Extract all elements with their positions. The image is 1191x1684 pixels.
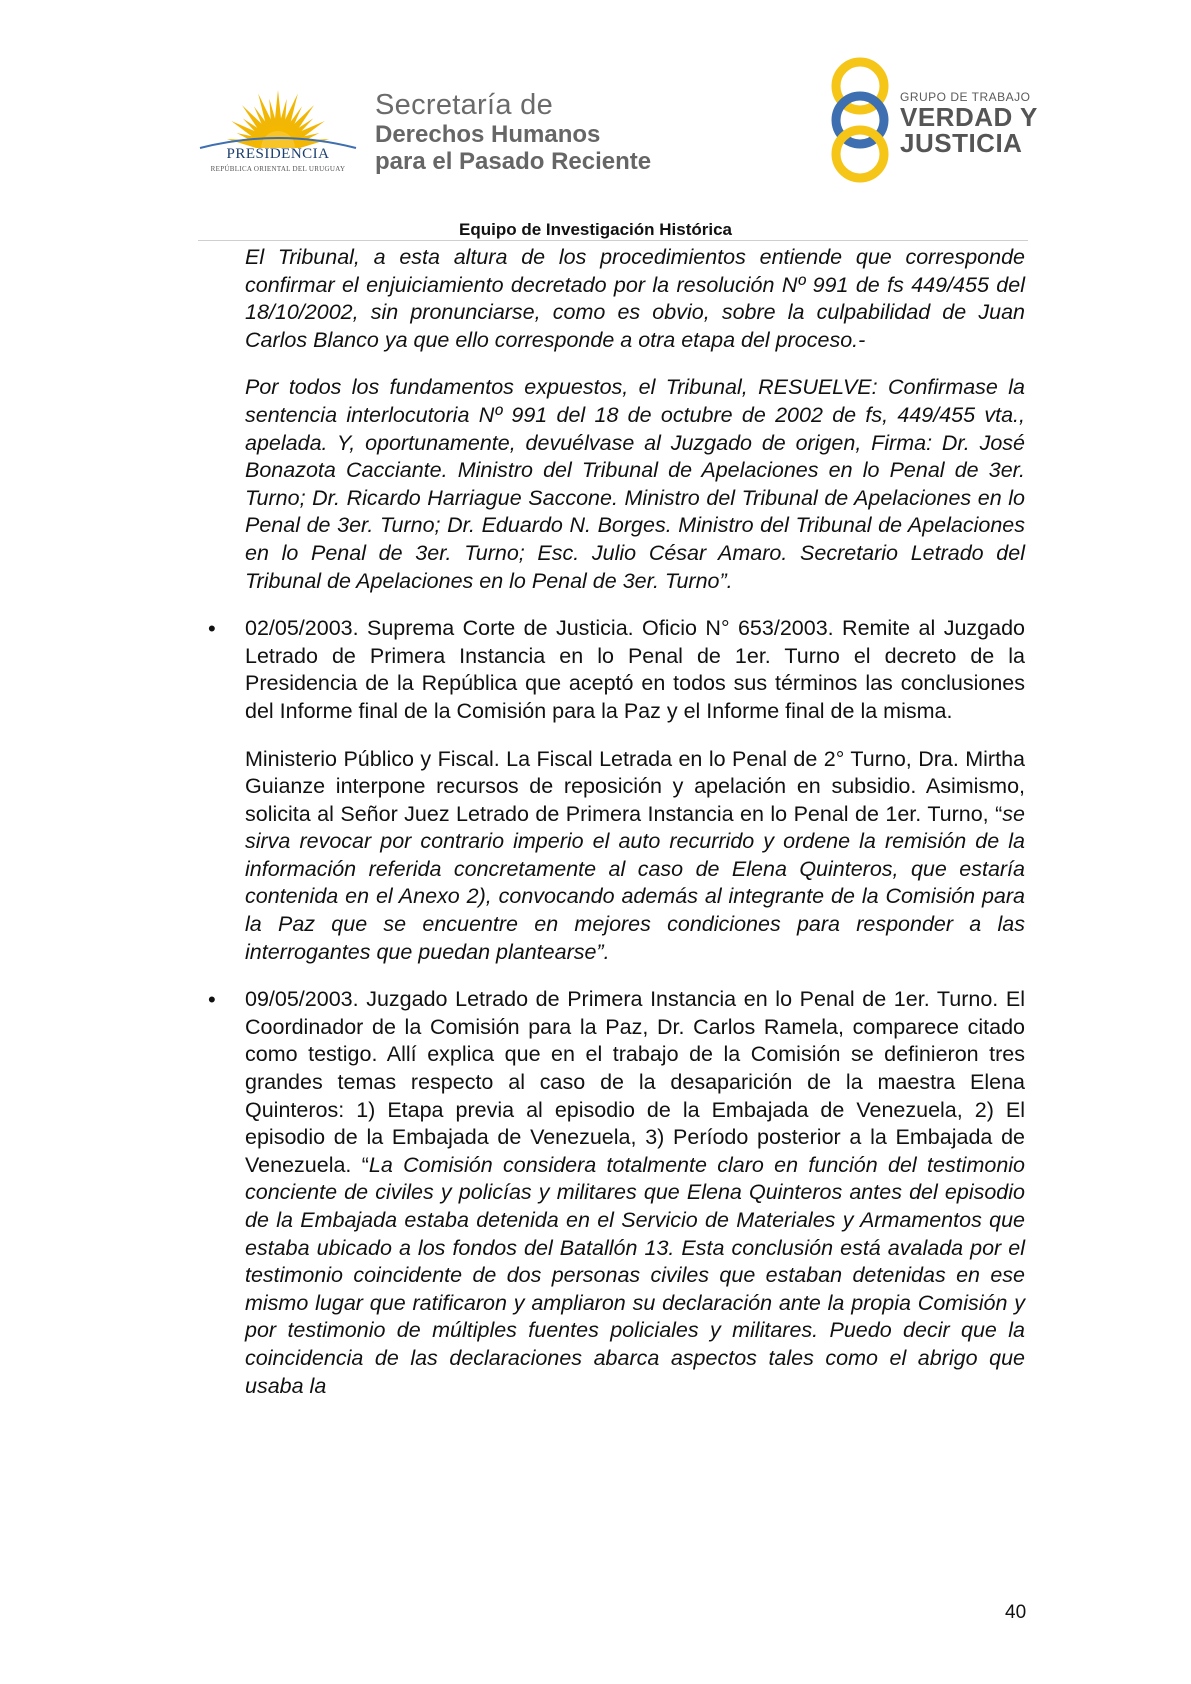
bullet-icon: • [208, 616, 216, 642]
item-text-normal: 09/05/2003. Juzgado Letrado de Primera Instancia en lo Penal de 1er. Turno. El Coordinador de la Comisión para la Paz, Dr. Carlos Ramela, comparece citado como testigo. Allí explica que en el trabajo de la Comisión se definieron tres grandes temas respecto al caso de la desaparición de la maestra Elena Quinteros: 1) Etapa previa al episodio de la Embajada de Venezuela, 2) El episodio de la Embajada de Venezuela, 3) Período posterior a la Embajada de Venezuela. “ [245, 987, 1025, 1177]
paragraph-ministerio [245, 746, 1025, 967]
item-text: 02/05/2003. Suprema Corte de Justicia. Oficio N° 653/2003. Remite al Juzgado Letrado de Primera Instancia en lo Penal de 1er. Turno el decreto de la Presidencia de la República que aceptó en todos sus términos las conclusiones del Informe final de la Comisión para la Paz y el Informe final de la misma. [245, 616, 1025, 723]
grupo-line-3: JUSTICIA [900, 128, 1023, 158]
verdad-justicia-rings-icon [815, 56, 905, 184]
paragraph-ministerio-quote: se sirva revocar por contrario imperio el auto recurrido y ordene la remisión de la información referida concretamente al caso de Elena Quinteros, que estaría contenida en el Anexo 2), convocando además al integrante de la Comisión para la Paz que se encuentre en mejores condiciones para responder a las interrogantes que puedan plantearse”. [245, 801, 1025, 964]
secretaria-line-2: Derechos Humanos [375, 121, 601, 148]
paragraph-tribunal: El Tribunal, a esta altura de los procedimientos entiende que corresponde confirmar el enjuiciamiento decretado por la resolución Nº 991 de fs 449/455 del 18/10/2002, sin pronunciarse, como es obvio, sobre la culpabilidad de Juan Carlos Blanco ya que ello corresponde a otra etapa del proceso.- [245, 245, 1025, 352]
grupo-line-1: GRUPO DE TRABAJO [900, 90, 1031, 104]
list-item [208, 986, 1026, 1400]
paragraph-ministerio-text: Ministerio Público y Fiscal. La Fiscal Letrada en lo Penal de 2° Turno, Dra. Mirtha Guianze interpone recursos de reposición y apelación en subsidio. Asimismo, solicita al Señor Juez Letrado de Primera Instancia en lo Penal de 1er. Turno, “ [245, 746, 1025, 826]
paragraph-resuelve: Por todos los fundamentos expuestos, el Tribunal, RESUELVE: Confirmase la sentencia interlocutoria Nº 991 del 18 de octubre de 2002 de fs, 449/455 vta., apelada. Y, oportunamente, devuélvase al Juzgado de origen, Firma: Dr. José Bonazota Cacciante. Ministro del Tribunal de Apelaciones en lo Penal de 3er. Turno; Dr. Ricardo Harriague Saccone. Ministro del Tribunal de Apelaciones en lo Penal de 3er. Turno; Dr. Eduardo N. Borges. Ministro del Tribunal de Apelaciones en lo Penal de 3er. Turno; Esc. Julio César Amaro. Secretario Letrado del Tribunal de Apelaciones en lo Penal de 3er. Turno”. [245, 375, 1025, 593]
page-header [0, 0, 1191, 240]
page-number: 40 [1005, 1602, 1027, 1623]
item-text [245, 986, 1025, 1400]
secretaria-line-1: Secretaría de [375, 89, 553, 121]
presidencia-label: PRESIDENCIA [226, 146, 330, 162]
team-title: Equipo de Investigación Histórica [459, 220, 732, 239]
presidencia-sublabel: REPÚBLICA ORIENTAL DEL URUGUAY [210, 165, 346, 173]
grupo-line-2: VERDAD Y [900, 102, 1038, 132]
secretaria-line-3: para el Pasado Reciente [375, 148, 652, 175]
header-divider [198, 240, 1028, 241]
bullet-icon: • [208, 987, 216, 1013]
item-text-quote: La Comisión considera totalmente claro en función del testimonio conciente de civiles y policías y militares que Elena Quinteros antes del episodio de la Embajada estaba detenida en el Servicio de Materiales y Armamentos que estaba ubicado a los fondos del Batallón 13. Esta conclusión está avalada por el testimonio coincidente de dos personas civiles que estaban detenidas en ese mismo lugar que ratificaron y ampliaron su declaración ante la propia Comisión y por testimonio de múltiples fuentes policiales y militares. Puedo decir que la coincidencia de las declaraciones abarca aspectos tales como el abrigo que usaba la [245, 1152, 1026, 1398]
list-item [208, 615, 1025, 725]
document-body [208, 244, 1026, 1420]
secretaria-wordmark [375, 90, 651, 175]
grupo-trabajo-wordmark [900, 90, 1038, 156]
